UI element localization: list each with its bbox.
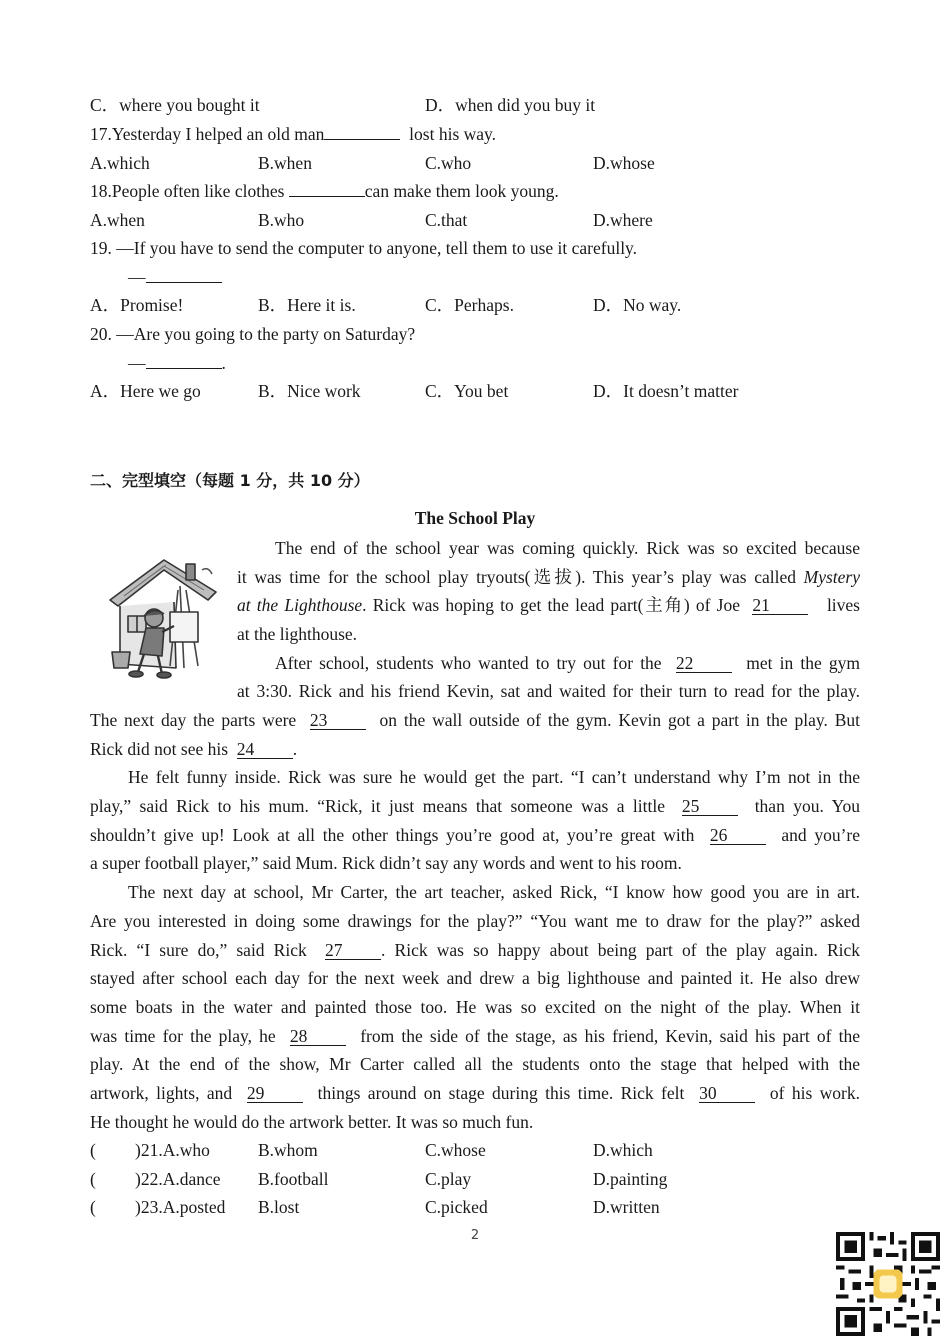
- q17-option-d: D.whose: [593, 153, 655, 173]
- passage-line-9: He felt funny inside. Rick was sure he would get the part. “I can’t understand why I’m not in the: [128, 767, 860, 788]
- passage-line-13: The next day at school, Mr Carter, the art teacher, asked Rick, “I know how good you are in art.: [128, 882, 860, 903]
- passage-line-3: [237, 591, 860, 620]
- passage-line-18-text: was time for the play, he: [90, 1025, 276, 1046]
- blank-27[interactable]: 27: [325, 941, 381, 960]
- q21-paren[interactable]: (: [90, 1140, 96, 1160]
- q18-option-b: B.who: [258, 210, 305, 230]
- q21-option-b: B.whom: [258, 1140, 318, 1160]
- q20-dash: —: [128, 353, 146, 373]
- q23-option-a: )23.A.posted: [135, 1197, 226, 1217]
- page-number: 2: [470, 1228, 480, 1243]
- q19-option-b: B．Here it is.: [258, 295, 356, 315]
- q22-option-b: B.football: [258, 1169, 329, 1189]
- q23-option-d: D.written: [593, 1197, 660, 1217]
- passage-line-7-end: on the wall outside of the gym. Kevin got a part in the play. But: [379, 710, 860, 730]
- q19-dash: —: [128, 267, 146, 287]
- qr-code-icon: [836, 1232, 940, 1336]
- passage-line-5-end: met in the gym: [746, 652, 860, 673]
- passage-line-12: a super football player,” said Mum. Rick didn’t say any words and went to his room.: [90, 853, 682, 874]
- q23-option-b: B.lost: [258, 1197, 300, 1217]
- q20-option-d: D．It doesn’t matter: [593, 381, 739, 401]
- passage-line-20-mid: things around on stage during this time. Rick felt: [317, 1082, 685, 1103]
- q21-option-a: )21.A.who: [135, 1140, 210, 1160]
- passage-line-8-text: Rick did not see his: [90, 738, 229, 759]
- q17-stem: [90, 123, 496, 145]
- blank-30[interactable]: 30: [699, 1084, 755, 1103]
- passage-line-10-text: play,” said Rick to his mum. “Rick, it just means that someone was a little: [90, 796, 665, 817]
- play-title-part-2: at the Lighthouse: [237, 595, 363, 616]
- passage-line-15-end: . Rick was so happy about being part of the play again. Rick: [381, 939, 861, 960]
- blank-26[interactable]: 26: [710, 826, 766, 845]
- passage-title: The School Play: [414, 508, 536, 528]
- q19-option-a: A．Promise!: [90, 295, 184, 315]
- q17-blank: [324, 123, 400, 140]
- passage-line-7-text: The next day the parts were: [90, 710, 297, 730]
- passage-line-10: [90, 792, 860, 821]
- q16-option-c: C．where you bought it: [90, 95, 260, 115]
- q23-option-c: C.picked: [425, 1197, 488, 1217]
- passage-top-block: [237, 534, 860, 706]
- q21-option-d: D.which: [593, 1140, 653, 1160]
- passage-line-15-text: Rick. “I sure do,” said Rick: [90, 939, 307, 960]
- q19-option-d: D．No way.: [593, 295, 682, 315]
- q18-stem-post: can make them look young.: [364, 181, 559, 201]
- q18-stem: [90, 180, 559, 202]
- passage-line-20-text: artwork, lights, and: [90, 1082, 233, 1103]
- blank-29[interactable]: 29: [247, 1084, 303, 1103]
- passage-line-5: [237, 649, 860, 678]
- q16-option-d: D．when did you buy it: [425, 95, 596, 115]
- passage-line-7: [90, 706, 860, 735]
- passage-line-18: [90, 1022, 860, 1051]
- passage-line-2-text: it was time for the school play tryouts(选拔). This year’s play was called: [237, 566, 804, 587]
- q20-option-b: B．Nice work: [258, 381, 361, 401]
- passage-line-14: Are you interested in doing some drawings for the play?” “You want me to draw for the play?” asked: [90, 910, 860, 931]
- q23-paren[interactable]: (: [90, 1197, 96, 1217]
- q20-answer-line: [128, 352, 226, 374]
- q19-blank: [146, 266, 222, 283]
- passage-line-4: at the lighthouse.: [237, 624, 358, 645]
- q22-option-d: D.painting: [593, 1169, 668, 1189]
- q20-option-a: A．Here we go: [90, 381, 201, 401]
- blank-22[interactable]: 22: [676, 654, 732, 673]
- blank-24[interactable]: 24: [237, 740, 293, 759]
- passage-line-8: [90, 735, 860, 764]
- boy-painting-house-illustration: [104, 556, 228, 680]
- passage-line-21: He thought he would do the artwork better. It was so much fun.: [90, 1111, 534, 1132]
- passage-line-17: some boats in the water and painted those too. He was so excited on the night of the play. When it: [90, 996, 860, 1017]
- q17-option-a: A.which: [90, 153, 150, 173]
- play-title-part-1: Mystery: [803, 566, 860, 587]
- passage-line-19: play. At the end of the show, Mr Carter called all the students onto the stage that helped with the: [90, 1054, 860, 1075]
- passage-line-15: [90, 936, 860, 965]
- q17-option-c: C.who: [425, 153, 472, 173]
- q22-option-c: C.play: [425, 1169, 472, 1189]
- q20-blank: [146, 352, 222, 369]
- q18-option-c: C.that: [425, 210, 468, 230]
- passage-line-3-text: . Rick was hoping to get the lead part(主角) of Joe: [362, 595, 740, 616]
- q20-option-c: C．You bet: [425, 381, 509, 401]
- blank-21[interactable]: 21: [752, 596, 808, 615]
- q19-option-c: C．Perhaps.: [425, 295, 514, 315]
- passage-line-16: stayed after school each day for the next week and drew a big lighthouse and painted it. He also drew: [90, 968, 860, 989]
- passage-line-3-end: lives: [826, 595, 860, 616]
- passage-line-11-end: and you’re: [781, 824, 861, 845]
- passage-line-6: at 3:30. Rick and his friend Kevin, sat and waited for their turn to read for the play.: [237, 681, 860, 702]
- q21-option-c: C.whose: [425, 1140, 486, 1160]
- q20-end: .: [221, 353, 226, 373]
- passage-line-18-end: from the side of the stage, as his friend, Kevin, said his part of the: [360, 1025, 860, 1046]
- q19-answer-line: [128, 266, 222, 288]
- q18-option-a: A.when: [90, 210, 145, 230]
- q18-stem-pre: 18.People often like clothes: [90, 181, 285, 201]
- q18-option-d: D.where: [593, 210, 653, 230]
- passage-line-5-text: After school, students who wanted to try out for the: [275, 652, 662, 673]
- blank-28[interactable]: 28: [290, 1027, 346, 1046]
- passage-line-11: [90, 821, 860, 850]
- passage-main-block: [90, 706, 860, 1136]
- q20-stem: 20. —Are you going to the party on Saturday?: [90, 324, 416, 344]
- blank-23[interactable]: 23: [310, 711, 366, 730]
- blank-25[interactable]: 25: [682, 797, 738, 816]
- passage-line-20: [90, 1079, 860, 1108]
- q22-option-a: )22.A.dance: [135, 1169, 221, 1189]
- passage-line-11-text: shouldn’t give up! Look at all the other things you’re good at, you’re great with: [90, 824, 695, 845]
- q19-stem: 19. —If you have to send the computer to anyone, tell them to use it carefully.: [90, 238, 638, 258]
- passage-line-1: The end of the school year was coming quickly. Rick was so excited because: [275, 538, 860, 558]
- passage-line-8-end: .: [292, 738, 298, 759]
- section-heading: 二、完型填空（每题 1 分，共 10 分）: [90, 471, 370, 490]
- q17-option-b: B.when: [258, 153, 312, 173]
- q17-stem-pre: 17.Yesterday I helped an old man: [90, 124, 325, 144]
- passage-line-2: [237, 563, 860, 592]
- q22-paren[interactable]: (: [90, 1169, 96, 1189]
- q18-blank: [289, 180, 365, 197]
- q17-stem-post: lost his way.: [409, 124, 497, 144]
- passage-line-20-end: of his work.: [769, 1082, 860, 1103]
- passage-line-10-end: than you. You: [754, 796, 861, 817]
